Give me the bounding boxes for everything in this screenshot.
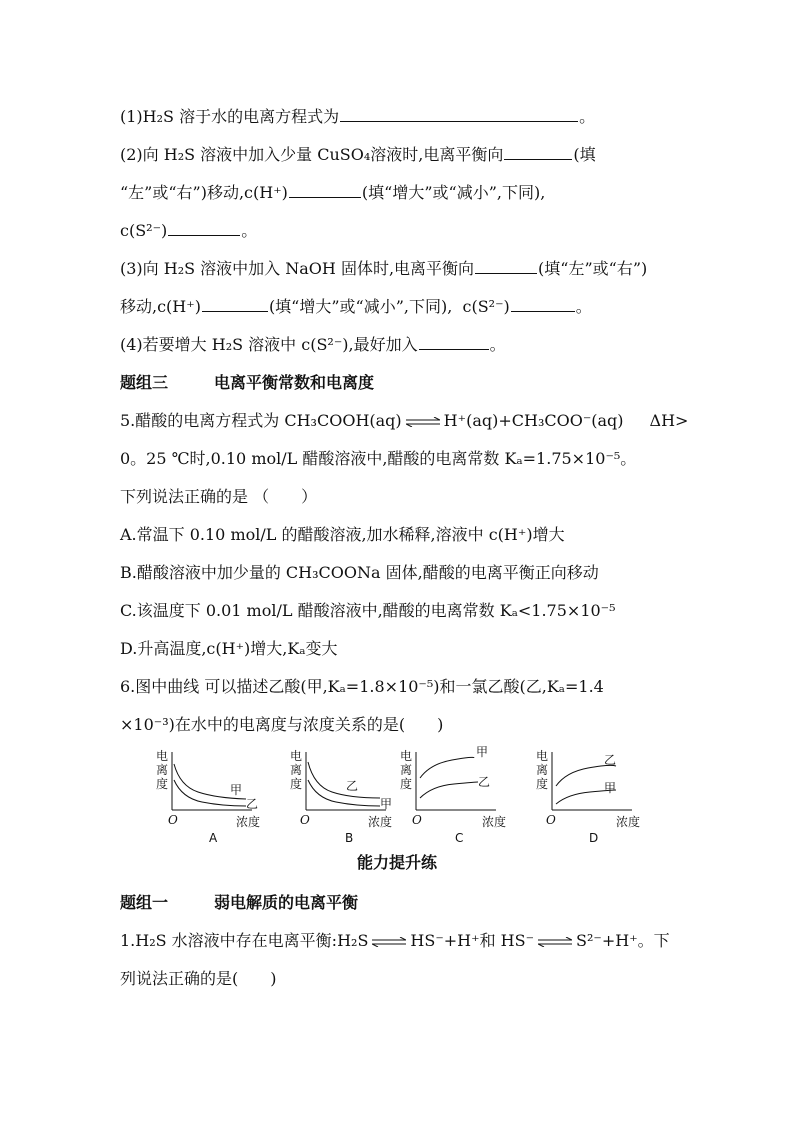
q5-text: H⁺(aq)+CH₃COO⁻(aq) — [443, 411, 624, 430]
group-label: 题组一 — [120, 893, 169, 912]
q4-part2-line1 — [120, 144, 596, 166]
q4-part3-text: 。 — [575, 297, 592, 316]
graph-xlabel: 浓度 — [368, 815, 393, 829]
graph-b — [288, 746, 398, 845]
graph-xlabel: 浓度 — [482, 815, 507, 829]
q5-option-d: D.升高温度,c(H⁺)增大,Kₐ变大 — [120, 639, 338, 658]
graph-ylabel: 度 — [536, 777, 549, 791]
graph-label-b: B — [345, 831, 354, 845]
graph-origin: O — [546, 813, 556, 827]
graph-origin: O — [300, 813, 310, 827]
q4-part4-end: 。 — [489, 335, 506, 354]
q4-part2-line2 — [120, 182, 545, 204]
q5-option-b: B.醋酸溶液中加少量的 CH₃COONa 固体,醋酸的电离平衡正向移动 — [120, 563, 599, 582]
curve-label-yi: 乙 — [346, 779, 359, 793]
answer-blank — [340, 107, 578, 122]
graph-ylabel: 离 — [400, 763, 413, 777]
answer-blank — [419, 335, 489, 350]
q4-part3-line2 — [120, 296, 592, 318]
group-label: 题组三 — [120, 373, 169, 392]
graph-ylabel: 度 — [400, 777, 413, 791]
graph-ylabel: 度 — [156, 777, 169, 791]
q4-part1 — [120, 106, 595, 128]
q5-option-a: A.常温下 0.10 mol/L 的醋酸溶液,加水稀释,溶液中 c(H⁺)增大 — [120, 525, 565, 544]
q5-line3: 下列说法正确的是 （ ） — [120, 487, 318, 506]
q4-part3-text: 移动,c(H⁺) — [120, 297, 201, 316]
q4-part4 — [120, 334, 506, 356]
group-title: 弱电解质的电离平衡 — [214, 893, 359, 912]
graph-ylabel: 电 — [290, 749, 303, 763]
q4-part4-text: (4)若要增大 H₂S 溶液中 c(S²⁻),最好加入 — [120, 335, 418, 354]
q5-text: ΔH> — [649, 411, 689, 430]
graph-ylabel: 离 — [536, 763, 549, 777]
q5-line1 — [120, 410, 688, 432]
graph-origin: O — [412, 813, 422, 827]
graph-xlabel: 浓度 — [236, 815, 261, 829]
graph-d — [534, 746, 644, 845]
q4-part2-line3 — [120, 220, 257, 242]
q4-part2-text: (填 — [573, 145, 596, 164]
graph-ylabel: 电 — [400, 749, 413, 763]
q4-part3-text: (填“左”或“右”) — [538, 259, 648, 278]
curve-label-yi: 乙 — [246, 797, 259, 811]
graph-label-d: D — [589, 831, 599, 845]
graph-ylabel: 电 — [536, 749, 549, 763]
curve-label-jia: 甲 — [380, 797, 393, 811]
curve-label-jia: 甲 — [476, 745, 489, 759]
q4-part2-text: (2)向 H₂S 溶液中加入少量 CuSO₄溶液时,电离平衡向 — [120, 145, 504, 164]
answer-blank — [475, 259, 537, 274]
q4-part1-end: 。 — [579, 107, 596, 126]
graph-label-a: A — [209, 831, 218, 845]
graph-label-c: C — [455, 831, 464, 845]
curve-label-jia: 甲 — [230, 783, 243, 797]
q4-part2-text: 。 — [241, 221, 258, 240]
answer-blank — [511, 297, 575, 312]
q6-line1: 6.图中曲线 可以描述乙酸(甲,Kₐ=1.8×10⁻⁵)和一氯乙酸(乙,Kₐ=1.4 — [120, 677, 604, 696]
q5-option-c: C.该温度下 0.01 mol/L 醋酸溶液中,醋酸的电离常数 Kₐ<1.75×10⁻⁵ — [120, 601, 616, 620]
curve-label-yi: 乙 — [604, 753, 617, 767]
answer-blank — [504, 145, 572, 160]
curve-label-yi: 乙 — [478, 775, 491, 789]
graph-ylabel: 度 — [290, 777, 303, 791]
q1-line2: 列说法正确的是( ) — [120, 969, 277, 988]
q4-part2-text: c(S²⁻) — [120, 221, 168, 240]
graph-a — [154, 746, 264, 845]
q5-line2: 0。25 ℃时,0.10 mol/L 醋酸溶液中,醋酸的电离常数 Kₐ=1.75×10⁻⁵。 — [120, 449, 637, 468]
group3-heading — [120, 372, 374, 394]
q4-part3-text: (填“增大”或“减小”,下同), — [268, 297, 453, 316]
q1-text: HS⁻+H⁺和 HS⁻ — [410, 931, 535, 950]
group1-heading — [120, 892, 358, 914]
answer-blank — [168, 221, 240, 236]
q1-text: S²⁻+H⁺。下 — [576, 931, 670, 950]
q1-text: 1.H₂S 水溶液中存在电离平衡:H₂S — [120, 931, 369, 950]
q4-part2-text: “左”或“右”)移动,c(H⁺) — [120, 183, 288, 202]
equilibrium-arrow-icon — [372, 937, 406, 947]
q1-line1 — [120, 930, 670, 952]
curve-label-jia: 甲 — [604, 781, 617, 795]
graph-ylabel: 离 — [156, 763, 169, 777]
graph-origin: O — [168, 813, 178, 827]
q4-part1-text: (1)H₂S 溶于水的电离方程式为 — [120, 107, 340, 126]
q4-part3-text: c(S²⁻) — [462, 297, 510, 316]
q4-part3-line1 — [120, 258, 647, 280]
equilibrium-arrow-icon — [406, 417, 440, 427]
section-title: 能力提升练 — [356, 853, 437, 872]
equilibrium-arrow-icon — [538, 937, 572, 947]
graph-ylabel: 离 — [290, 763, 303, 777]
answer-blank — [289, 183, 361, 198]
q4-part3-text: (3)向 H₂S 溶液中加入 NaOH 固体时,电离平衡向 — [120, 259, 475, 278]
q6-line2: ×10⁻³)在水中的电离度与浓度关系的是( ) — [120, 715, 444, 734]
graph-c — [398, 745, 508, 845]
graph-ylabel: 电 — [156, 749, 169, 763]
graph-xlabel: 浓度 — [616, 815, 641, 829]
q5-text: 5.醋酸的电离方程式为 CH₃COOH(aq) — [120, 411, 402, 430]
group-title: 电离平衡常数和电离度 — [214, 373, 375, 392]
q4-part2-text: (填“增大”或“减小”,下同), — [361, 183, 546, 202]
answer-blank — [202, 297, 268, 312]
